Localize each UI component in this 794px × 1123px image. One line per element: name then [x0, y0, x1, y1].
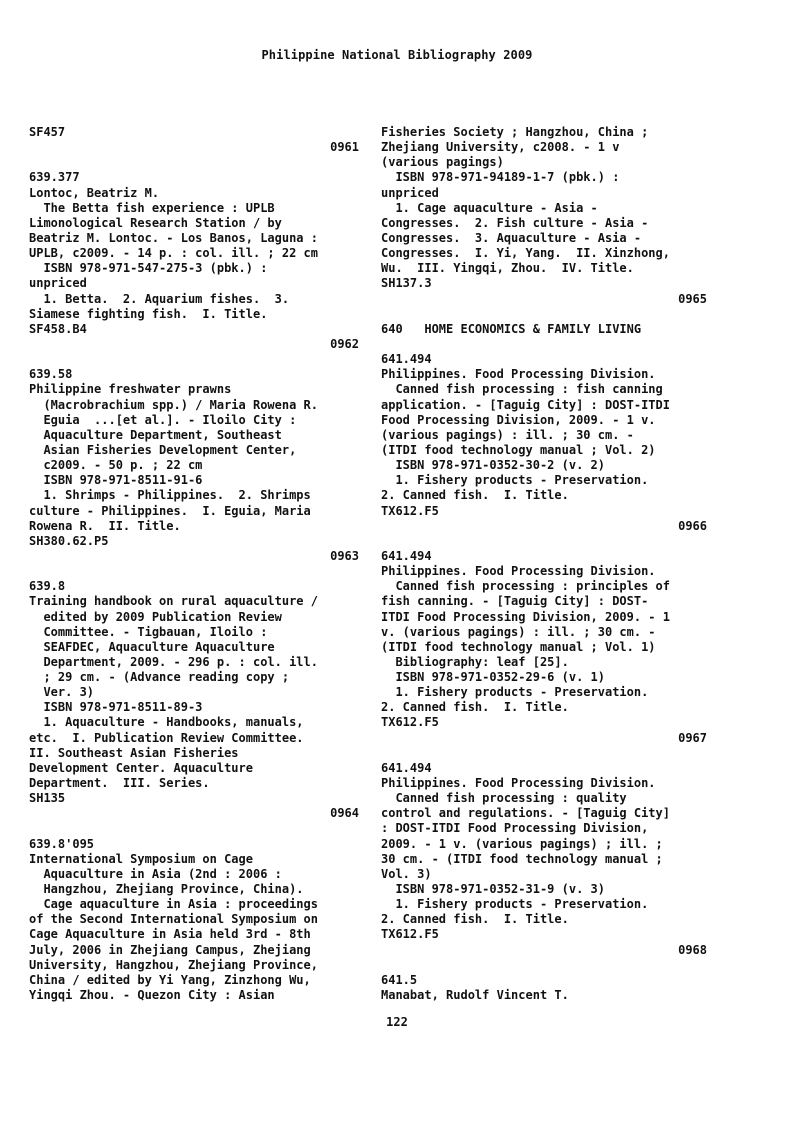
- text-line: Cage aquaculture in Asia : proceedings: [29, 897, 318, 912]
- text-line: SF457: [29, 125, 66, 139]
- text-line: Yingqi Zhou. - Quezon City : Asian: [29, 988, 275, 1003]
- text-line: (various pagings): [381, 155, 504, 170]
- text-line: TX612.F5: [381, 503, 439, 518]
- text-line: application. - [Taguig City] : DOST-ITDI: [381, 397, 670, 412]
- text-line: ISBN 978-971-0352-29-6 (v. 1): [381, 670, 605, 685]
- entry-number: 0965: [678, 291, 707, 306]
- text-line: Beatriz M. Lontoc. - Los Banos, Laguna :: [29, 230, 318, 245]
- text-line: 641.494: [381, 548, 432, 563]
- text-line: The Betta fish experience : UPLB: [29, 200, 275, 215]
- text-line: Department. III. Series.: [29, 776, 210, 791]
- text-line: Canned fish processing : fish canning: [381, 382, 663, 397]
- text-line: ISBN 978-971-0352-31-9 (v. 3): [381, 882, 605, 897]
- text-line: culture - Philippines. I. Eguia, Maria: [29, 503, 311, 518]
- text-line: unpriced: [29, 276, 87, 291]
- text-line: SF458.B4: [29, 321, 87, 336]
- text-line: Philippines. Food Processing Division.: [381, 367, 656, 382]
- text-line: unpriced: [381, 185, 439, 200]
- text-line: Asian Fisheries Development Center,: [29, 442, 297, 457]
- text-line: Ver. 3): [29, 685, 95, 700]
- text-line: [29, 564, 359, 579]
- text-line: China / edited by Yi Yang, Zinzhong Wu,: [29, 972, 311, 987]
- text-line: 2. Canned fish. I. Title.: [381, 488, 569, 503]
- text-line: etc. I. Publication Review Committee.: [29, 730, 304, 745]
- text-line: TX612.F5: [381, 927, 439, 942]
- text-line: 641.494: [381, 352, 432, 367]
- text-line: Rowena R. II. Title.: [29, 518, 181, 533]
- text-line: ISBN 978-971-94189-1-7 (pbk.) :: [381, 170, 620, 185]
- text-line: ISBN 978-971-8511-89-3: [29, 700, 203, 715]
- right-column: [381, 125, 707, 1003]
- text-line: Training handbook on rural aquaculture /: [29, 594, 318, 609]
- text-line: 1. Fishery products - Preservation.: [381, 473, 649, 488]
- text-line: ISBN 978-971-547-275-3 (pbk.) :: [29, 261, 268, 276]
- text-line: SH135: [29, 791, 66, 806]
- text-line: [29, 821, 359, 836]
- entry-number: 0962: [330, 336, 359, 351]
- text-line: [381, 958, 707, 973]
- text-line: University, Hangzhou, Zhejiang Province,: [29, 957, 318, 972]
- text-line: TX612.F5: [381, 715, 439, 730]
- page-number: 122: [386, 1015, 408, 1029]
- text-line: SH137.3: [381, 276, 432, 291]
- text-line: fish canning. - [Taguig City] : DOST-: [381, 594, 649, 609]
- text-line: Limonological Research Station / by: [29, 215, 282, 230]
- text-line: Fisheries Society ; Hangzhou, China ;: [381, 125, 649, 139]
- text-line: Cage Aquaculture in Asia held 3rd - 8th: [29, 927, 311, 942]
- text-line: Congresses. 2. Fish culture - Asia -: [381, 215, 649, 230]
- entry-number: 0966: [678, 518, 707, 533]
- text-line: 641.5: [381, 972, 418, 987]
- left-column: [29, 125, 359, 1003]
- text-line: edited by 2009 Publication Review: [29, 609, 282, 624]
- text-line: 1. Cage aquaculture - Asia -: [381, 200, 598, 215]
- text-line: ITDI Food Processing Division, 2009. - 1: [381, 609, 670, 624]
- text-line: [381, 534, 707, 549]
- text-line: Aquaculture Department, Southeast: [29, 427, 282, 442]
- text-line: Canned fish processing : quality: [381, 791, 627, 806]
- text-line: 639.8: [29, 579, 66, 594]
- text-line: of the Second International Symposium on: [29, 912, 318, 927]
- entry-number: 0964: [330, 806, 359, 821]
- text-line: [381, 307, 707, 322]
- text-line: Development Center. Aquaculture: [29, 760, 253, 775]
- text-line: 1. Betta. 2. Aquarium fishes. 3.: [29, 291, 290, 306]
- text-line: ISBN 978-971-0352-30-2 (v. 2): [381, 458, 605, 473]
- text-line: Aquaculture in Asia (2nd : 2006 :: [29, 866, 282, 881]
- text-line: Philippines. Food Processing Division.: [381, 564, 656, 579]
- text-line: Canned fish processing : principles of: [381, 579, 670, 594]
- text-line: Lontoc, Beatriz M.: [29, 185, 160, 200]
- text-line: (various pagings) : ill. ; 30 cm. -: [381, 427, 634, 442]
- text-line: Vol. 3): [381, 866, 432, 881]
- text-line: II. Southeast Asian Fisheries: [29, 745, 239, 760]
- text-line: 641.494: [381, 760, 432, 775]
- text-line: 639.58: [29, 367, 73, 382]
- page-header: Philippine National Bibliography 2009: [261, 48, 533, 62]
- text-line: 2009. - 1 v. (various pagings) ; ill. ;: [381, 836, 663, 851]
- entry-number: 0968: [678, 942, 707, 957]
- text-line: 639.377: [29, 170, 80, 185]
- text-line: [29, 352, 359, 367]
- text-line: 1. Aquaculture - Handbooks, manuals,: [29, 715, 304, 730]
- text-line: Congresses. 3. Aquaculture - Asia -: [381, 230, 642, 245]
- text-line: Siamese fighting fish. I. Title.: [29, 306, 268, 321]
- text-line: Philippines. Food Processing Division.: [381, 776, 656, 791]
- text-line: 1. Shrimps - Philippines. 2. Shrimps: [29, 488, 311, 503]
- text-line: [29, 155, 359, 170]
- text-line: 1. Fishery products - Preservation.: [381, 897, 649, 912]
- text-line: Bibliography: leaf [25].: [381, 654, 569, 669]
- text-line: : DOST-ITDI Food Processing Division,: [381, 821, 649, 836]
- text-line: ; 29 cm. - (Advance reading copy ;: [29, 670, 290, 685]
- text-line: (ITDI food technology manual ; Vol. 1): [381, 639, 656, 654]
- text-line: Congresses. I. Yi, Yang. II. Xinzhong,: [381, 246, 670, 261]
- text-line: c2009. - 50 p. ; 22 cm: [29, 458, 203, 473]
- entry-number: 0961: [330, 140, 359, 155]
- entry-number: 0967: [678, 730, 707, 745]
- text-line: SH380.62.P5: [29, 533, 109, 548]
- text-line: [381, 337, 707, 352]
- text-line: [381, 746, 707, 761]
- text-line: Manabat, Rudolf Vincent T.: [381, 988, 569, 1003]
- text-line: 30 cm. - (ITDI food technology manual ;: [381, 851, 663, 866]
- text-line: SEAFDEC, Aquaculture Aquaculture: [29, 639, 275, 654]
- text-line: Philippine freshwater prawns: [29, 382, 232, 397]
- text-line: 640 HOME ECONOMICS & FAMILY LIVING: [381, 321, 642, 336]
- text-line: Food Processing Division, 2009. - 1 v.: [381, 412, 656, 427]
- text-line: 2. Canned fish. I. Title.: [381, 912, 569, 927]
- text-line: Wu. III. Yingqi, Zhou. IV. Title.: [381, 261, 634, 276]
- text-line: Eguia ...[et al.]. - Iloilo City :: [29, 412, 297, 427]
- text-line: 2. Canned fish. I. Title.: [381, 700, 569, 715]
- text-line: control and regulations. - [Taguig City]: [381, 806, 670, 821]
- text-line: (ITDI food technology manual ; Vol. 2): [381, 442, 656, 457]
- text-line: 1. Fishery products - Preservation.: [381, 685, 649, 700]
- text-line: Hangzhou, Zhejiang Province, China).: [29, 882, 304, 897]
- text-line: UPLB, c2009. - 14 p. : col. ill. ; 22 cm: [29, 246, 318, 261]
- text-line: Department, 2009. - 296 p. : col. ill.: [29, 654, 318, 669]
- entry-number: 0963: [330, 548, 359, 563]
- text-line: Committee. - Tigbauan, Iloilo :: [29, 624, 268, 639]
- text-line: v. (various pagings) : ill. ; 30 cm. -: [381, 624, 656, 639]
- text-line: Zhejiang University, c2008. - 1 v: [381, 140, 620, 155]
- text-line: International Symposium on Cage: [29, 851, 253, 866]
- text-line: 639.8'095: [29, 836, 95, 851]
- text-line: ISBN 978-971-8511-91-6: [29, 473, 203, 488]
- text-line: July, 2006 in Zhejiang Campus, Zhejiang: [29, 942, 311, 957]
- text-line: (Macrobrachium spp.) / Maria Rowena R.: [29, 397, 318, 412]
